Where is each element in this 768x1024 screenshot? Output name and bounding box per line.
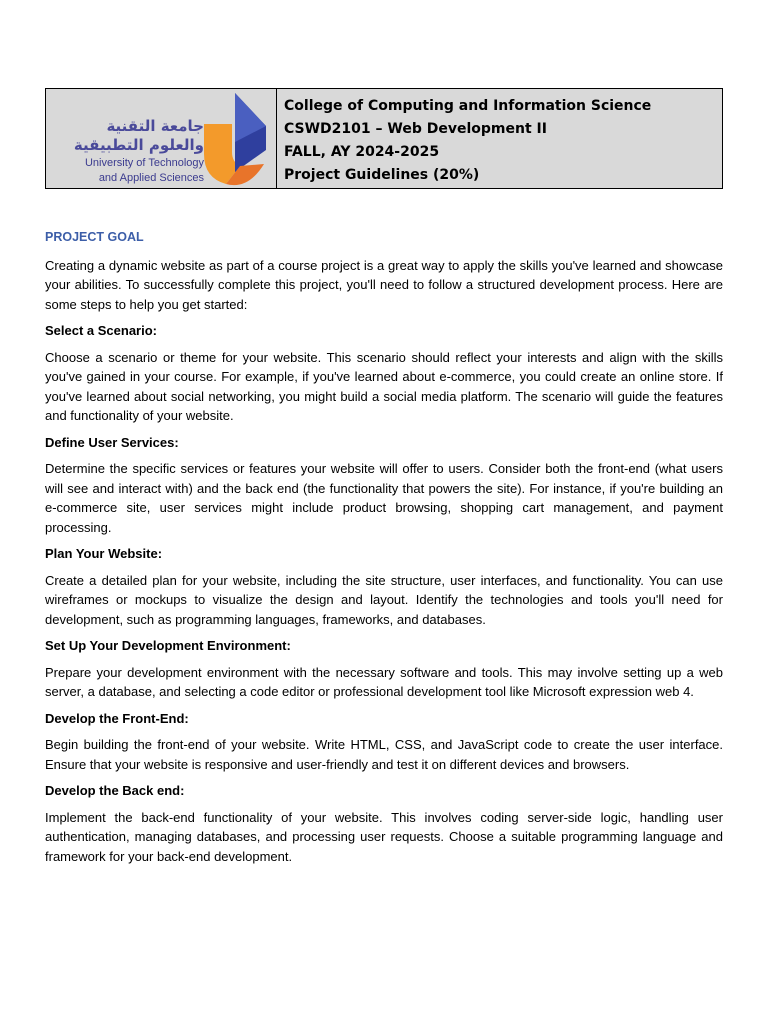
section-paragraph: Begin building the front-end of your website. Write HTML, CSS, and JavaScript code to create the user interface. Ensure that your website is responsive and user-friendly and test it on different devices and browsers. <box>45 737 723 772</box>
course-title: CSWD2101 – Web Development II <box>284 121 547 137</box>
section-paragraph: Implement the back-end functionality of your website. This involves coding server-side logic, handling user authentication, managing databases, and processing user requests. Choose a suitable programming language and framework for your back-end development. <box>45 809 723 864</box>
intro-paragraph: Creating a dynamic website as part of a course project is a great way to apply the skills you've learned and showcase your abilities. To successfully complete this project, you'll need to follow a structured development process. Here are some steps to help you get started: <box>45 257 723 312</box>
logo-arabic-line-2: والعلوم التطبيقية <box>73 136 204 154</box>
section-heading: Select a Scenario: <box>45 323 157 338</box>
section-paragraph: Choose a scenario or theme for your website. This scenario should reflect your interests and align with the skills you've gained in your course. For example, if you've learned about e-commerce, you could create an online store. If you've learned about social networking, you might build a social media platform. The scenario will guide the features and functionality of your website. <box>45 349 723 423</box>
course-header <box>277 89 722 188</box>
section-paragraph: Prepare your development environment with the necessary software and tools. This may involve setting up a web server, a database, and selecting a code editor or professional development tool like Microsoft expression web 4. <box>45 664 723 699</box>
section-heading: Set Up Your Development Environment: <box>45 638 291 653</box>
college-name: College of Computing and Information Science <box>284 98 652 114</box>
section-heading: Plan Your Website: <box>45 546 163 561</box>
logo-english-line-1: University of Technology <box>84 157 204 169</box>
project-goal-heading: PROJECT GOAL <box>45 230 144 244</box>
logo-arabic-line-1: جامعة التقنية <box>106 117 204 135</box>
section-paragraph: Create a detailed plan for your website, including the site structure, user interfaces, and functionality. You can use wireframes or mockups to visualize the design and layout. Identify the technologies and tools you'll need for development, such as programming languages, frameworks, and databases. <box>45 572 723 627</box>
section-heading: Develop the Front-End: <box>45 710 189 726</box>
semester: FALL, AY 2024-2025 <box>284 144 440 160</box>
document-body <box>45 228 723 873</box>
university-emblem-icon <box>202 92 272 188</box>
document-title: Project Guidelines (20%) <box>284 167 480 183</box>
logo-english-line-2: and Applied Sciences <box>98 172 204 184</box>
university-logo <box>46 89 277 188</box>
section-heading: Develop the Back end: <box>45 783 185 798</box>
section-heading: Define User Services: <box>45 434 179 450</box>
header-table <box>45 88 723 189</box>
section-paragraph: Determine the specific services or features your website will offer to users. Consider both the front-end (what users will see and interact with) and the back end (the functionality that powers the site). For instance, if you're building an e-commerce site, user services might include product browsing, shopping cart management, and payment processing. <box>45 461 723 535</box>
